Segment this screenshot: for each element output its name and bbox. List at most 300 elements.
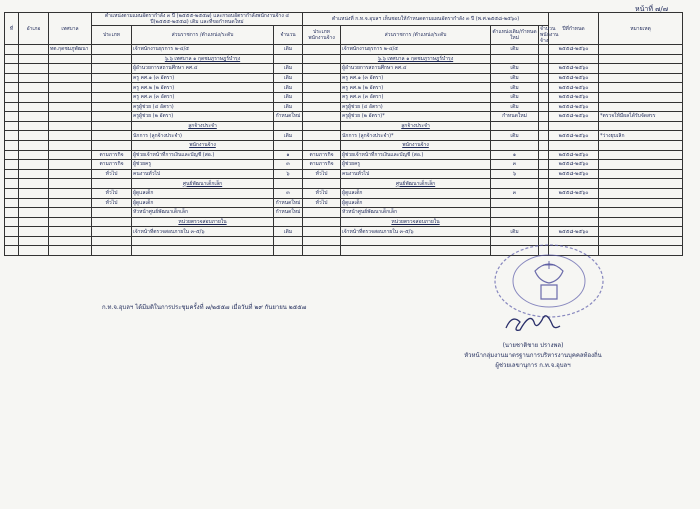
header-new-count: จำนวนพนักงานจ้าง bbox=[540, 26, 559, 44]
cell-ncnt bbox=[539, 217, 549, 227]
cell-ntype bbox=[303, 54, 341, 64]
header-new-type: ประเภทพนักงานจ้าง bbox=[303, 26, 341, 45]
cell-year bbox=[549, 208, 599, 218]
cell-cnt: กำหนดใหม่ bbox=[274, 198, 303, 208]
cell-cnt bbox=[274, 121, 303, 131]
cell-ndiv: ครู คศ.๒ (๒ อัตรา) bbox=[341, 83, 491, 93]
signer-name: (นายชาติชาย ปรางพล) bbox=[502, 342, 564, 349]
cell-empty bbox=[5, 131, 19, 141]
cell-type bbox=[92, 131, 132, 141]
cell-year: ๒๕๕๘-๒๕๖๐ bbox=[549, 150, 599, 160]
cell-empty bbox=[19, 102, 49, 112]
cell-muni bbox=[49, 131, 92, 141]
cell-empty bbox=[5, 169, 19, 179]
cell-muni bbox=[49, 140, 92, 150]
cell-year: ๒๕๕๘-๒๕๖๐ bbox=[549, 131, 599, 141]
cell-empty bbox=[303, 246, 341, 256]
cell-ntype bbox=[303, 73, 341, 83]
cell-ndiv: คนงานทั่วไป bbox=[341, 169, 491, 179]
cell-type bbox=[92, 140, 132, 150]
cell-empty bbox=[19, 208, 49, 218]
cell-ntype: ตามภารกิจ bbox=[303, 150, 341, 160]
cell-ncnt bbox=[539, 45, 549, 55]
cell-empty bbox=[19, 188, 49, 198]
cell-empty bbox=[5, 217, 19, 227]
cell-empty bbox=[5, 83, 19, 93]
cell-year bbox=[549, 54, 599, 64]
cell-div: ผู้ช่วยเจ้าหน้าที่การเงินและบัญชี (สอ.) bbox=[132, 150, 274, 160]
table-row bbox=[5, 45, 683, 55]
cell-empty bbox=[19, 246, 49, 256]
cell-ntype: ตามภารกิจ bbox=[303, 160, 341, 170]
cell-muni bbox=[49, 217, 92, 227]
cell-cnt: ๖ bbox=[274, 169, 303, 179]
cell-nstat: กำหนดใหม่ bbox=[491, 112, 539, 122]
cell-nstat: ๑ bbox=[491, 150, 539, 160]
cell-nstat bbox=[491, 140, 539, 150]
table-row bbox=[5, 140, 683, 150]
cell-empty bbox=[5, 102, 19, 112]
cell-muni bbox=[49, 102, 92, 112]
cell-rem: *ว่างยุบเลิก bbox=[599, 131, 683, 141]
cell-ndiv: หน่วยตรวจสอบภายใน bbox=[341, 217, 491, 227]
cell-nstat bbox=[491, 198, 539, 208]
header-type: ประเภท bbox=[92, 26, 132, 45]
cell-empty bbox=[5, 150, 19, 160]
cell-div: ๖.๖ เทศบาล ๑ กุดชมภูราษฎร์บำรุง bbox=[132, 54, 274, 64]
table-row bbox=[5, 150, 683, 160]
cell-year: ๒๕๕๘-๒๕๖๐ bbox=[549, 160, 599, 170]
cell-div: ผู้ดูแลเด็ก bbox=[132, 198, 274, 208]
cell-empty bbox=[19, 131, 49, 141]
cell-rem bbox=[599, 160, 683, 170]
cell-ndiv: ผู้ดูแลเด็ก bbox=[341, 188, 491, 198]
cell-empty bbox=[274, 246, 303, 256]
cell-year: ๒๕๕๘-๒๕๖๐ bbox=[549, 92, 599, 102]
cell-div: ครูผู้ช่วย (๔ อัตรา) bbox=[132, 102, 274, 112]
cell-rem bbox=[599, 64, 683, 74]
cell-rem bbox=[599, 188, 683, 198]
cell-cnt: เดิม bbox=[274, 83, 303, 93]
cell-ncnt bbox=[539, 198, 549, 208]
cell-ncnt bbox=[539, 83, 549, 93]
cell-cnt: ๑ bbox=[274, 150, 303, 160]
table-row bbox=[5, 112, 683, 122]
header-municipality: เทศบาล bbox=[49, 13, 92, 45]
cell-ndiv: ครูผู้ช่วย (๒ อัตรา)* bbox=[341, 112, 491, 122]
cell-year: ๒๕๕๘-๒๕๖๐ bbox=[549, 227, 599, 237]
header-no: ที่ bbox=[5, 13, 19, 45]
cell-muni bbox=[49, 179, 92, 189]
cell-rem bbox=[599, 217, 683, 227]
cell-year bbox=[549, 140, 599, 150]
cell-ndiv: พนักงานจ้าง bbox=[341, 140, 491, 150]
header-new-group: ตำแหน่งที่ ก.ท.จ.อุบลฯ เห็นชอบให้กำหนดตามแผนอัตรากำลัง ๓ ปี (พ.ศ.๒๕๕๘-๒๕๖๐) bbox=[303, 13, 549, 26]
cell-cnt bbox=[274, 217, 303, 227]
cell-empty bbox=[5, 92, 19, 102]
cell-ncnt bbox=[539, 54, 549, 64]
cell-year bbox=[549, 179, 599, 189]
cell-nstat: เดิม bbox=[491, 64, 539, 74]
cell-ndiv: ครู คศ.๓ (๓ อัตรา) bbox=[341, 92, 491, 102]
cell-ntype bbox=[303, 179, 341, 189]
cell-ndiv: ผู้ช่วยเจ้าหน้าที่การเงินและบัญชี (สอ.) bbox=[341, 150, 491, 160]
cell-type: ทั่วไป bbox=[92, 169, 132, 179]
cell-rem bbox=[599, 140, 683, 150]
header-row-1 bbox=[5, 13, 683, 26]
cell-rem bbox=[599, 179, 683, 189]
cell-nstat bbox=[491, 121, 539, 131]
cell-rem bbox=[599, 121, 683, 131]
table-row bbox=[5, 217, 683, 227]
cell-cnt: เดิม bbox=[274, 64, 303, 74]
cell-empty bbox=[19, 73, 49, 83]
cell-ntype bbox=[303, 83, 341, 93]
page-number: หน้าที่ ๗/๗ bbox=[635, 5, 669, 13]
cell-empty bbox=[5, 188, 19, 198]
cell-div: หัวหน้าศูนย์พัฒนาเด็กเล็ก bbox=[132, 208, 274, 218]
cell-empty bbox=[5, 140, 19, 150]
cell-type bbox=[92, 112, 132, 122]
cell-cnt: เดิม bbox=[274, 45, 303, 55]
cell-div: เจ้าหน้าที่ตรวจสอบภายใน ๓-๕/๖ bbox=[132, 227, 274, 237]
cell-ndiv: ผู้อำนวยการสถานศึกษา คศ.๔ bbox=[341, 64, 491, 74]
cell-empty bbox=[132, 246, 274, 256]
header-new-status: ตำแหน่งเดิม/กำหนดใหม่ bbox=[491, 26, 539, 45]
cell-empty bbox=[5, 236, 19, 246]
footer-note: ก.ท.จ.อุบลฯ ได้มีมติในการประชุมครั้งที่ ๗/๒๕๕๗ เมื่อวันที่ ๒๙ กันยายน ๒๕๕๗ bbox=[102, 304, 307, 311]
cell-type bbox=[92, 179, 132, 189]
cell-cnt: เดิม bbox=[274, 227, 303, 237]
cell-nstat: เดิม bbox=[491, 45, 539, 55]
cell-empty bbox=[5, 45, 19, 55]
cell-ntype bbox=[303, 217, 341, 227]
cell-cnt: เดิม bbox=[274, 102, 303, 112]
cell-ntype bbox=[303, 112, 341, 122]
cell-ntype bbox=[303, 102, 341, 112]
table-row bbox=[5, 179, 683, 189]
cell-ndiv: ครู คศ.๑ (๓ อัตรา) bbox=[341, 73, 491, 83]
cell-div: ผู้ดูแลเด็ก bbox=[132, 188, 274, 198]
cell-ncnt bbox=[539, 179, 549, 189]
cell-empty bbox=[341, 236, 491, 246]
cell-ncnt bbox=[539, 140, 549, 150]
cell-div: ศูนย์พัฒนาเด็กเล็ก bbox=[132, 179, 274, 189]
table-row bbox=[5, 160, 683, 170]
cell-empty bbox=[19, 236, 49, 246]
cell-type bbox=[92, 45, 132, 55]
cell-empty bbox=[341, 246, 491, 256]
cell-muni bbox=[49, 121, 92, 131]
cell-muni bbox=[49, 208, 92, 218]
cell-empty bbox=[303, 236, 341, 246]
cell-year bbox=[549, 198, 599, 208]
cell-empty bbox=[19, 112, 49, 122]
cell-empty bbox=[5, 208, 19, 218]
cell-cnt: เดิม bbox=[274, 73, 303, 83]
cell-rem bbox=[599, 92, 683, 102]
cell-type bbox=[92, 102, 132, 112]
cell-type bbox=[92, 73, 132, 83]
cell-empty bbox=[5, 64, 19, 74]
cell-cnt: เดิม bbox=[274, 92, 303, 102]
cell-ncnt bbox=[539, 208, 549, 218]
cell-empty bbox=[19, 179, 49, 189]
cell-ntype: ทั่วไป bbox=[303, 188, 341, 198]
cell-type bbox=[92, 121, 132, 131]
cell-ntype: ทั่วไป bbox=[303, 198, 341, 208]
cell-cnt: กำหนดใหม่ bbox=[274, 112, 303, 122]
cell-nstat bbox=[491, 208, 539, 218]
cell-div: หน่วยตรวจสอบภายใน bbox=[132, 217, 274, 227]
header-new-division: ส่วนราชการ /ตำแหน่ง/ระดับ bbox=[341, 26, 491, 45]
table-row bbox=[5, 54, 683, 64]
cell-year bbox=[549, 121, 599, 131]
cell-nstat: เดิม bbox=[491, 73, 539, 83]
cell-muni bbox=[49, 54, 92, 64]
table-row bbox=[5, 169, 683, 179]
cell-ndiv: หัวหน้าศูนย์พัฒนาเด็กเล็ก bbox=[341, 208, 491, 218]
cell-nstat: เดิม bbox=[491, 102, 539, 112]
cell-rem bbox=[599, 102, 683, 112]
cell-type bbox=[92, 83, 132, 93]
cell-year: ๒๕๕๘-๒๕๖๐ bbox=[549, 83, 599, 93]
table-row bbox=[5, 92, 683, 102]
cell-ncnt bbox=[539, 160, 549, 170]
cell-muni bbox=[49, 198, 92, 208]
cell-nstat bbox=[491, 217, 539, 227]
cell-empty bbox=[5, 160, 19, 170]
cell-div: ครูผู้ช่วย (๒ อัตรา) bbox=[132, 112, 274, 122]
cell-cnt bbox=[274, 54, 303, 64]
cell-ntype bbox=[303, 45, 341, 55]
cell-empty bbox=[599, 246, 683, 256]
cell-ntype bbox=[303, 140, 341, 150]
header-division: ส่วนราชการ /ตำแหน่ง/ระดับ bbox=[132, 26, 274, 45]
cell-empty bbox=[132, 236, 274, 246]
cell-ntype bbox=[303, 208, 341, 218]
header-remark: หมายเหตุ bbox=[599, 13, 683, 45]
cell-empty bbox=[19, 160, 49, 170]
cell-cnt: ๓ bbox=[274, 160, 303, 170]
cell-rem bbox=[599, 83, 683, 93]
cell-ntype bbox=[303, 121, 341, 131]
cell-empty bbox=[5, 198, 19, 208]
cell-div: ครู คศ.๑ (๓ อัตรา) bbox=[132, 73, 274, 83]
cell-type bbox=[92, 208, 132, 218]
cell-year: ๒๕๕๘-๒๕๖๐ bbox=[549, 73, 599, 83]
cell-muni bbox=[49, 169, 92, 179]
cell-type: ตามภารกิจ bbox=[92, 160, 132, 170]
cell-rem bbox=[599, 45, 683, 55]
cell-ncnt bbox=[539, 112, 549, 122]
table-row bbox=[5, 102, 683, 112]
cell-ndiv: ศูนย์พัฒนาเด็กเล็ก bbox=[341, 179, 491, 189]
cell-empty bbox=[5, 179, 19, 189]
cell-ncnt bbox=[539, 92, 549, 102]
cell-year: ๒๕๕๘-๒๕๖๐ bbox=[549, 188, 599, 198]
cell-type bbox=[92, 54, 132, 64]
cell-muni bbox=[49, 188, 92, 198]
cell-ncnt bbox=[539, 121, 549, 131]
cell-ncnt bbox=[539, 73, 549, 83]
cell-ncnt bbox=[539, 227, 549, 237]
cell-empty bbox=[19, 121, 49, 131]
cell-nstat: ๓ bbox=[491, 188, 539, 198]
cell-ntype bbox=[303, 131, 341, 141]
cell-empty bbox=[19, 54, 49, 64]
cell-year: ๒๕๕๘-๒๕๖๐ bbox=[549, 102, 599, 112]
cell-rem bbox=[599, 198, 683, 208]
cell-ndiv: ผู้ช่วยครู bbox=[341, 160, 491, 170]
cell-cnt bbox=[274, 140, 303, 150]
cell-nstat bbox=[491, 54, 539, 64]
cell-year: ๒๕๕๘-๒๕๖๐ bbox=[549, 45, 599, 55]
positions-table bbox=[4, 12, 683, 256]
table-row bbox=[5, 131, 683, 141]
cell-empty bbox=[92, 246, 132, 256]
cell-type bbox=[92, 92, 132, 102]
cell-muni bbox=[49, 227, 92, 237]
signature-block bbox=[418, 308, 648, 370]
cell-muni bbox=[49, 92, 92, 102]
header-district: อำเภอ bbox=[19, 13, 49, 45]
cell-year: ๒๕๕๘-๒๕๖๐ bbox=[549, 112, 599, 122]
cell-empty bbox=[92, 236, 132, 246]
cell-div: คนงานทั่วไป bbox=[132, 169, 274, 179]
cell-type bbox=[92, 227, 132, 237]
cell-empty bbox=[19, 45, 49, 55]
cell-cnt bbox=[274, 179, 303, 189]
cell-empty bbox=[49, 246, 92, 256]
cell-rem bbox=[599, 150, 683, 160]
cell-muni bbox=[49, 160, 92, 170]
cell-nstat: เดิม bbox=[491, 92, 539, 102]
cell-type bbox=[92, 217, 132, 227]
cell-ntype bbox=[303, 64, 341, 74]
cell-ndiv: ครูผู้ช่วย (๔ อัตรา) bbox=[341, 102, 491, 112]
cell-type bbox=[92, 64, 132, 74]
cell-rem: *ตรวจให้มีผลได้รับจัดสรร bbox=[599, 112, 683, 122]
cell-ncnt bbox=[539, 188, 549, 198]
cell-empty bbox=[19, 198, 49, 208]
cell-nstat: ๓ bbox=[491, 160, 539, 170]
cell-div: ครู คศ.๒ (๒ อัตรา) bbox=[132, 83, 274, 93]
cell-rem bbox=[599, 227, 683, 237]
cell-empty bbox=[599, 236, 683, 246]
cell-nstat: เดิม bbox=[491, 227, 539, 237]
cell-div: ลูกจ้างประจำ bbox=[132, 121, 274, 131]
cell-ncnt bbox=[539, 102, 549, 112]
cell-ntype: ทั่วไป bbox=[303, 169, 341, 179]
table-row bbox=[5, 188, 683, 198]
cell-empty bbox=[274, 236, 303, 246]
cell-div: เจ้าพนักงานธุรการ ๒-๔/๕ bbox=[132, 45, 274, 55]
table-row bbox=[5, 83, 683, 93]
cell-cnt: ๓ bbox=[274, 188, 303, 198]
cell-div: ผู้ช่วยครู bbox=[132, 160, 274, 170]
cell-div: นักการ (ลูกจ้างประจำ) bbox=[132, 131, 274, 141]
cell-ncnt bbox=[539, 64, 549, 74]
cell-rem bbox=[599, 208, 683, 218]
table-row bbox=[5, 208, 683, 218]
cell-muni bbox=[49, 64, 92, 74]
cell-muni bbox=[49, 83, 92, 93]
cell-empty bbox=[19, 217, 49, 227]
cell-div: ครู คศ.๓ (๓ อัตรา) bbox=[132, 92, 274, 102]
cell-empty bbox=[5, 112, 19, 122]
table-row bbox=[5, 121, 683, 131]
cell-muni: ทต.กุดชมภูพัฒนา bbox=[49, 45, 92, 55]
cell-year bbox=[549, 217, 599, 227]
cell-empty bbox=[5, 246, 19, 256]
signer-title: หัวหน้ากลุ่มงานมาตรฐานการบริหารงานบุคคลท้องถิ่น bbox=[464, 352, 602, 359]
table-row bbox=[5, 64, 683, 74]
cell-div: พนักงานจ้าง bbox=[132, 140, 274, 150]
cell-empty bbox=[5, 54, 19, 64]
cell-cnt: เดิม bbox=[274, 131, 303, 141]
cell-ndiv: นักการ (ลูกจ้างประจำ)* bbox=[341, 131, 491, 141]
cell-empty bbox=[19, 83, 49, 93]
cell-empty bbox=[5, 73, 19, 83]
cell-muni bbox=[49, 150, 92, 160]
cell-empty bbox=[19, 64, 49, 74]
cell-rem bbox=[599, 54, 683, 64]
cell-ntype bbox=[303, 92, 341, 102]
cell-empty bbox=[5, 121, 19, 131]
signer-for: ผู้ช่วยเลขานุการ ก.ท.จ.อุบลฯ bbox=[495, 362, 571, 369]
table-row bbox=[5, 73, 683, 83]
cell-ndiv: ผู้ดูแลเด็ก bbox=[341, 198, 491, 208]
cell-rem bbox=[599, 169, 683, 179]
cell-nstat: เดิม bbox=[491, 131, 539, 141]
cell-empty bbox=[19, 150, 49, 160]
cell-ncnt bbox=[539, 150, 549, 160]
cell-type: ตามภารกิจ bbox=[92, 150, 132, 160]
cell-muni bbox=[49, 73, 92, 83]
cell-ndiv: เจ้าพนักงานธุรการ ๒-๔/๕ bbox=[341, 45, 491, 55]
cell-type: ทั่วไป bbox=[92, 198, 132, 208]
cell-ncnt bbox=[539, 131, 549, 141]
header-old-group: ตำแหน่งตามแผนอัตรากำลัง ๓ ปี (๒๕๕๕-๒๕๕๗) และกรอบอัตรากำลังพนักงานจ้าง ๔ ปี(๒๕๕๕-๒๕๕๘) เดิม และที่ขอกำหนดใหม่ bbox=[92, 13, 303, 26]
cell-empty bbox=[19, 92, 49, 102]
signature-mark bbox=[498, 308, 568, 338]
cell-ndiv: ๖.๖ เทศบาล ๑ กุดชมภูราษฎร์บำรุง bbox=[341, 54, 491, 64]
table-row bbox=[5, 198, 683, 208]
cell-year: ๒๕๕๘-๒๕๖๐ bbox=[549, 169, 599, 179]
cell-ndiv: ลูกจ้างประจำ bbox=[341, 121, 491, 131]
cell-div: ผู้อำนวยการสถานศึกษา คศ.๔ bbox=[132, 64, 274, 74]
cell-empty bbox=[49, 236, 92, 246]
cell-ncnt bbox=[539, 169, 549, 179]
cell-nstat: เดิม bbox=[491, 83, 539, 93]
cell-empty bbox=[19, 169, 49, 179]
cell-empty bbox=[19, 227, 49, 237]
cell-empty bbox=[19, 140, 49, 150]
cell-muni bbox=[49, 112, 92, 122]
cell-year: ๒๕๕๘-๒๕๖๐ bbox=[549, 64, 599, 74]
cell-cnt: กำหนดใหม่ bbox=[274, 208, 303, 218]
header-count: จำนวน bbox=[274, 26, 303, 45]
cell-nstat: ๖ bbox=[491, 169, 539, 179]
cell-nstat bbox=[491, 179, 539, 189]
header-year: ปีที่กำหนด bbox=[549, 13, 599, 45]
table-row bbox=[5, 227, 683, 237]
cell-rem bbox=[599, 73, 683, 83]
cell-type: ทั่วไป bbox=[92, 188, 132, 198]
table-body bbox=[5, 45, 683, 256]
cell-ntype bbox=[303, 227, 341, 237]
